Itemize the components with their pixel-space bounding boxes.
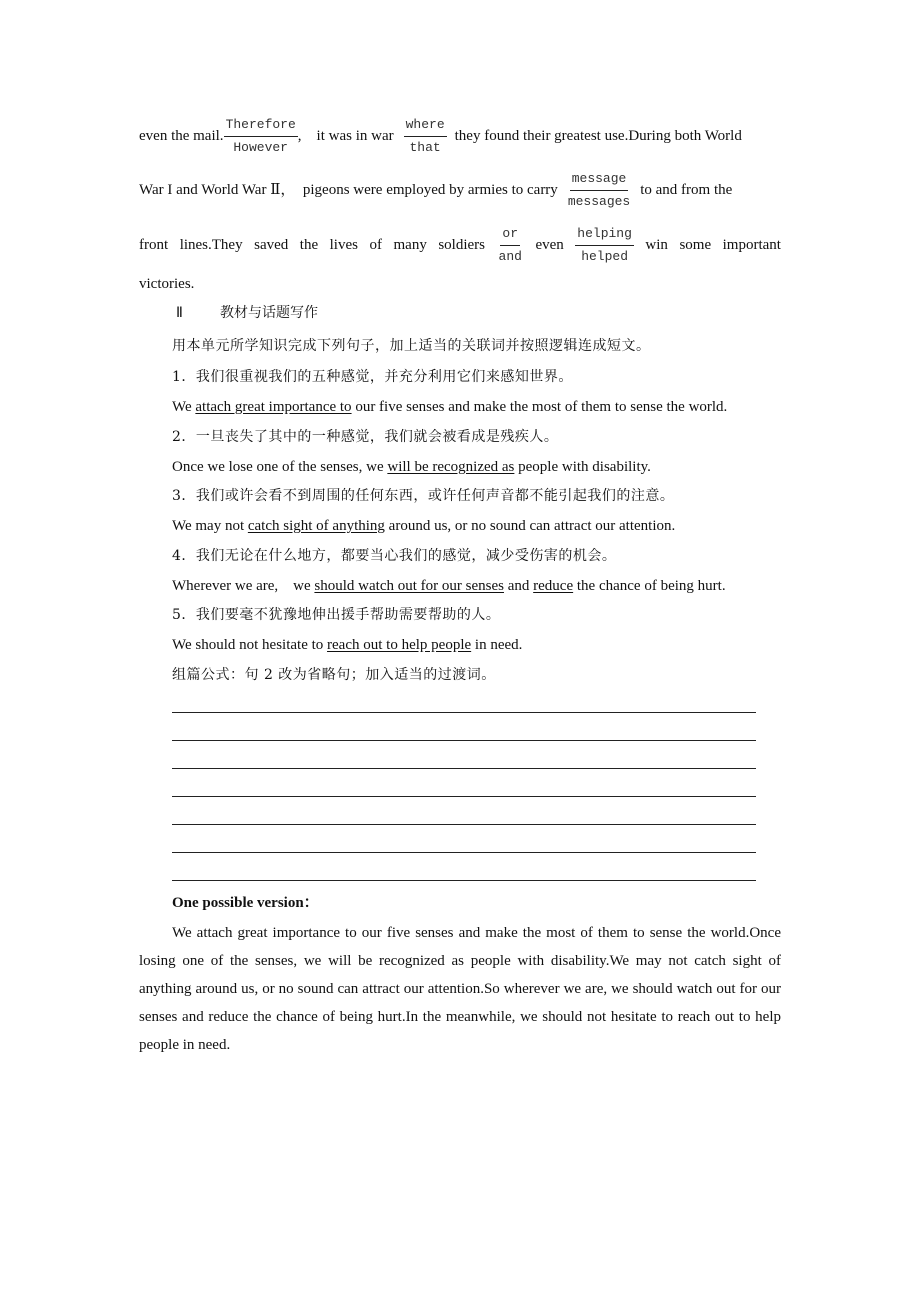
text-segment: people with disability. <box>514 459 651 475</box>
item-4-english <box>172 576 726 596</box>
choice-option-bottom: helped <box>581 248 628 264</box>
word: lines.They <box>179 237 243 253</box>
choice-option-bottom: messages <box>567 193 631 209</box>
writing-line[interactable] <box>172 796 756 797</box>
word: the <box>299 237 319 253</box>
word: of <box>369 237 382 253</box>
text-segment: they found their greatest use.During both World <box>454 128 742 144</box>
choice-option-top: helping <box>575 226 634 246</box>
word: many <box>393 237 427 253</box>
choice-option-top: message <box>570 171 629 191</box>
section-title: 教材与话题写作 <box>220 305 318 321</box>
passage-line-1 <box>139 114 781 158</box>
answer-underlined: reach out to help people <box>327 637 472 653</box>
item-3-chinese: 3．我们或许会看不到周围的任何东西，或许任何声音都不能引起我们的注意。 <box>172 488 675 504</box>
choice-option-bottom: that <box>409 139 441 155</box>
item-5-chinese: 5．我们要毫不犹豫地伸出援手帮助需要帮助的人。 <box>172 607 501 623</box>
text-segment: and <box>503 578 534 594</box>
writing-line[interactable] <box>172 740 756 741</box>
choice-or-and <box>497 226 524 265</box>
writing-line[interactable] <box>172 852 756 853</box>
choice-option-top: Therefore <box>224 117 298 137</box>
answer-heading: One possible version： <box>172 895 319 911</box>
composition-formula: 组篇公式：句 2 改为省略句；加入适当的过渡词。 <box>172 667 496 683</box>
word: even <box>535 237 564 253</box>
word: lives <box>329 237 358 253</box>
answer-underlined: reduce <box>533 578 574 594</box>
writing-line[interactable] <box>172 824 756 825</box>
text-segment: the chance of being hurt. <box>573 578 726 594</box>
choice-therefore-however <box>224 117 298 156</box>
item-1-chinese: 1．我们很重视我们的五种感觉，并充分利用它们来感知世界。 <box>172 369 573 385</box>
word: some <box>679 237 712 253</box>
passage-line-3 <box>139 223 781 267</box>
text-segment: We should not hesitate to <box>172 637 328 653</box>
section-number: Ⅱ <box>176 305 183 321</box>
section-heading <box>176 302 318 322</box>
word: important <box>722 237 781 253</box>
item-1-english <box>172 397 727 417</box>
word: win <box>645 237 668 253</box>
answer-paragraph: We attach great importance to our five senses and make the most of them to sense the world.Once losing one of the senses, we will be recognized as people with disability.We may not catch sight of anything around us, or no sound can attract our attention.So wherever we are, we should watch out for our senses and reduce the chance of being hurt.In the meanwhile, we should not hesitate to reach out to help people in need. <box>139 925 781 1053</box>
text-segment: Once we lose one of the senses, we <box>172 459 388 475</box>
answer-underlined: should watch out for our senses <box>314 578 504 594</box>
text-segment: We <box>172 399 196 415</box>
text-segment: our five senses and make the most of them to sense the world. <box>351 399 728 415</box>
item-4-chinese: 4．我们无论在什么地方，都要当心我们的感觉，减少受伤害的机会。 <box>172 548 617 564</box>
choice-option-top: where <box>404 117 447 137</box>
item-5-english <box>172 635 522 655</box>
text-segment: in need. <box>471 637 523 653</box>
instruction-text: 用本单元所学知识完成下列句子，加上适当的关联词并按照逻辑连成短文。 <box>172 338 651 354</box>
choice-where-that <box>404 117 447 156</box>
word: soldiers <box>438 237 486 253</box>
word: front <box>139 237 169 253</box>
text-segment: , it was in war <box>297 128 394 144</box>
answer-underlined: will be recognized as <box>387 459 515 475</box>
text-segment: even the mail. <box>139 128 224 144</box>
item-2-english <box>172 457 651 477</box>
answer-underlined: attach great importance to <box>195 399 352 415</box>
writing-line[interactable] <box>172 880 756 881</box>
choice-option-top: or <box>500 226 520 246</box>
choice-option-bottom: However <box>233 139 288 155</box>
text-segment: Wherever we are, we <box>172 578 315 594</box>
writing-line[interactable] <box>172 768 756 769</box>
choice-message-messages <box>566 171 632 210</box>
writing-line[interactable] <box>172 712 756 713</box>
passage-line-4: victories. <box>139 276 195 292</box>
text-segment: around us, or no sound can attract our attention. <box>384 518 676 534</box>
item-3-english <box>172 516 675 536</box>
choice-helping-helped <box>575 226 634 265</box>
choice-option-bottom: and <box>498 248 522 264</box>
passage-line-2 <box>139 168 781 212</box>
text-segment: We may not <box>172 518 248 534</box>
item-2-chinese: 2．一旦丧失了其中的一种感觉，我们就会被看成是残疾人。 <box>172 429 559 445</box>
text-segment: War I and World War Ⅱ， pigeons were employed by armies to carry <box>139 182 558 198</box>
word: saved <box>254 237 289 253</box>
text-segment: to and from the <box>640 182 733 198</box>
answer-underlined: catch sight of anything <box>247 518 385 534</box>
